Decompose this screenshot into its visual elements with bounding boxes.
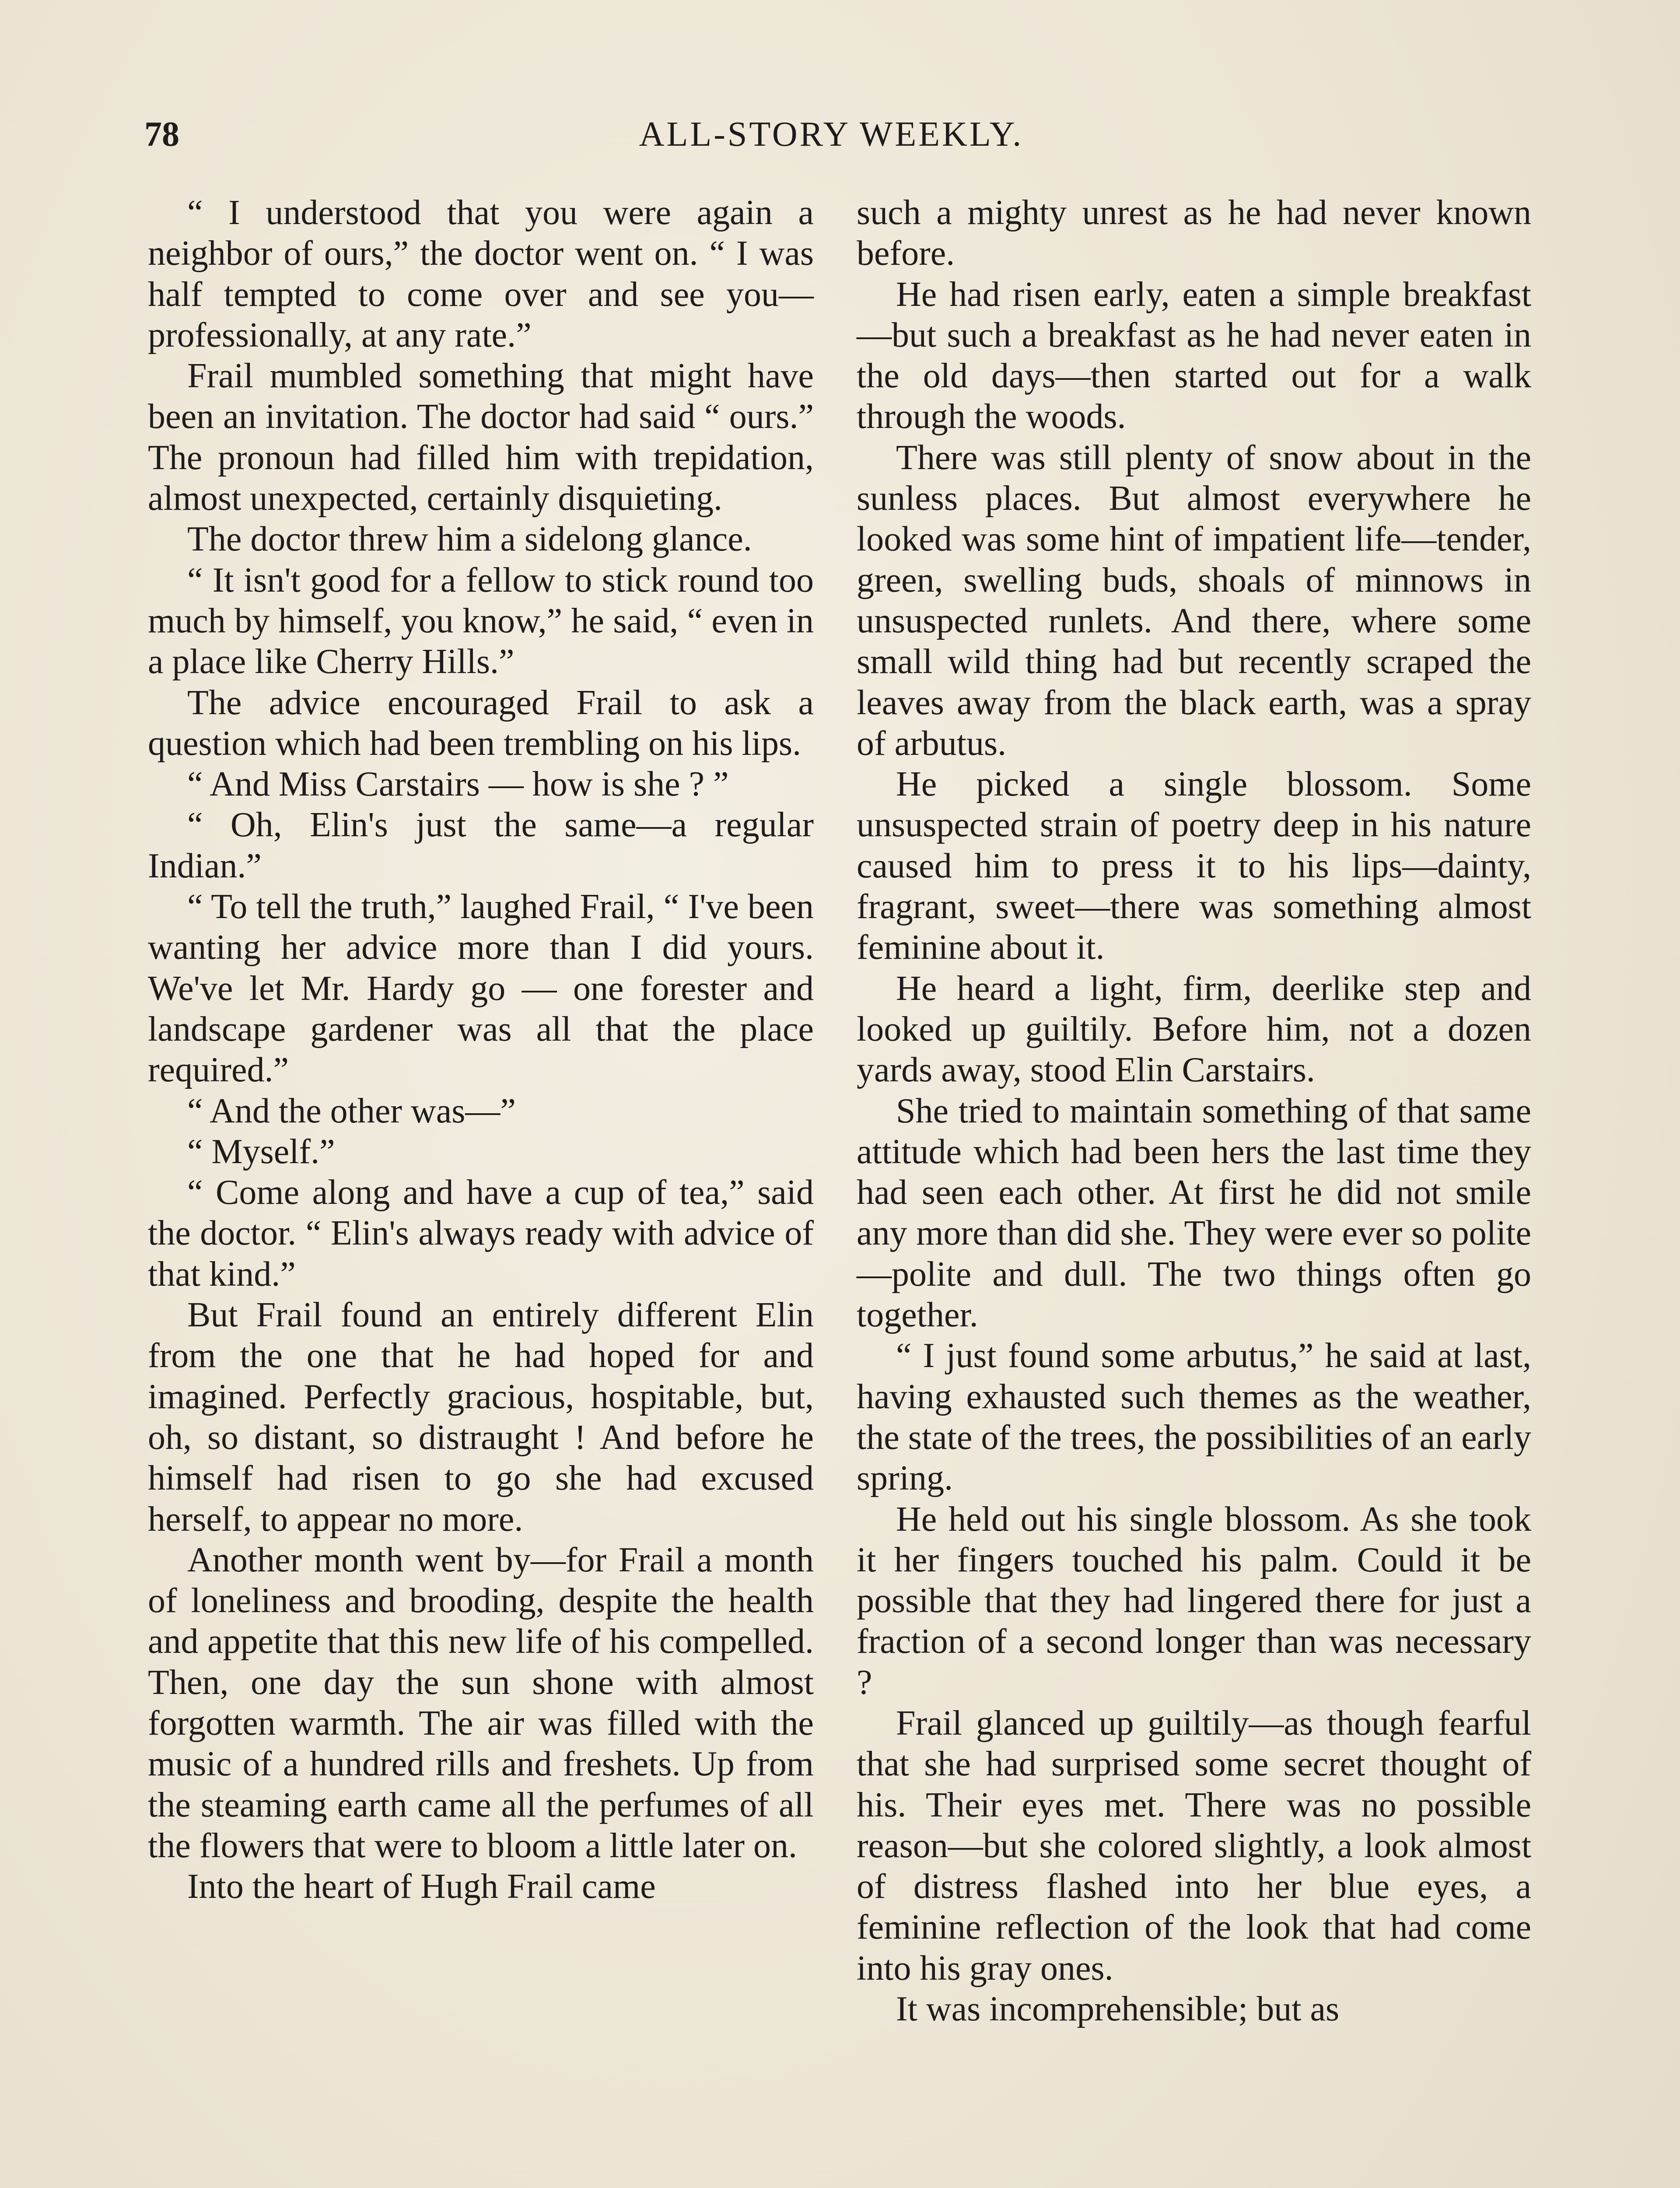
paragraph: The doctor threw him a sidelong glance. — [187, 520, 752, 559]
paragraph: She tried to maintain something of that same attitude which had been hers the last time they had seen each other. At first he did not smile any more than did she. They were ever so polite—polite and dull. The two things often go together. — [857, 1091, 1531, 1335]
left-column — [148, 193, 814, 1907]
paragraph: It was incomprehensible; but as — [896, 1990, 1340, 2029]
paragraph: “ To tell the truth,” laughed Frail, “ I've been wanting her advice more than I did yours. We've let Mr. Hardy go — one forester and landscape gardener was all that the place required.” — [148, 887, 814, 1090]
paragraph: Into the heart of Hugh Frail came — [187, 1867, 656, 1906]
paragraph: There was still plenty of snow about in the sunless places. But almost everywhere he looked was some hint of impatient life—tender, green, swelling buds, shoals of minnows in unsuspected runlets. And there, where some small wild thing had but recently scraped the leaves away from the black earth, was a spray of arbutus. — [857, 438, 1531, 763]
paragraph: Frail glanced up guiltily—as though fearful that she had surprised some secret thought of his. Their eyes met. There was no possible reason—but she colored slightly, a look almost of distress flashed into her blue eyes, a feminine reflection of the look that had come into his gray ones. — [857, 1704, 1531, 1988]
paragraph: “ It isn't good for a fellow to stick round too much by himself, you know,” he said, “ even in a place like Cherry Hills.” — [148, 561, 814, 681]
paragraph: “ And Miss Carstairs — how is she ? ” — [187, 765, 729, 804]
paragraph: Frail mumbled something that might have been an invitation. The doctor had said “ ours.” The pronoun had filled him with trepidation, almost unexpected, certainly disquieting. — [148, 357, 814, 518]
paragraph: He picked a single blossom. Some unsuspected strain of poetry deep in his nature caused him to press it to his lips—dainty, fragrant, sweet—there was something almost feminine about it. — [857, 765, 1531, 967]
paragraph: But Frail found an entirely different Elin from the one that he had hoped for and imagined. Perfectly gracious, hospitable, but, oh, so distant, so distraught ! And before he himself had risen to go she had excused herself, to appear no more. — [148, 1296, 814, 1539]
paragraph: “ Myself.” — [187, 1132, 335, 1171]
paragraph: “ Oh, Elin's just the same—a regular Indian.” — [148, 806, 814, 885]
paragraph: “ I understood that you were again a neighbor of ours,” the doctor went on. “ I was half tempted to come over and see you—professionally, at any rate.” — [148, 193, 814, 354]
paragraph: He heard a light, firm, deerlike step and looked up guiltily. Before him, not a dozen yards away, stood Elin Carstairs. — [857, 969, 1531, 1090]
paragraph: “ I just found some arbutus,” he said at last, having exhausted such themes as the weather, the state of the trees, the possibilities of an early spring. — [857, 1336, 1531, 1498]
paragraph-continuation: such a mighty unrest as he had never known before. — [857, 193, 1531, 273]
paragraph: Another month went by—for Frail a month of loneliness and brooding, despite the health and appetite that this new life of his compelled. Then, one day the sun shone with almost forgotten warmth. The air was filled with the music of a hundred rills and freshets. Up from the steaming earth came all the perfumes of all the flowers that were to bloom a little later on. — [148, 1540, 814, 1865]
paragraph: He held out his single blossom. As she took it her fingers touched his palm. Could it be possible that they had lingered there for just a fraction of a second longer than was necessary ? — [857, 1500, 1531, 1702]
paragraph: “ Come along and have a cup of tea,” said the doctor. “ Elin's always ready with advice of that kind.” — [148, 1173, 814, 1294]
page-number: 78 — [144, 115, 179, 154]
running-title: ALL-STORY WEEKLY. — [639, 115, 1024, 154]
right-column — [857, 193, 1531, 2030]
paragraph: “ And the other was—” — [187, 1091, 516, 1130]
page-header — [144, 115, 1518, 158]
paragraph: The advice encouraged Frail to ask a question which had been trembling on his lips. — [148, 683, 814, 763]
paragraph: He had risen early, eaten a simple breakfast—but such a breakfast as he had never eaten in the old days—then started out for a walk through the woods. — [857, 275, 1531, 436]
